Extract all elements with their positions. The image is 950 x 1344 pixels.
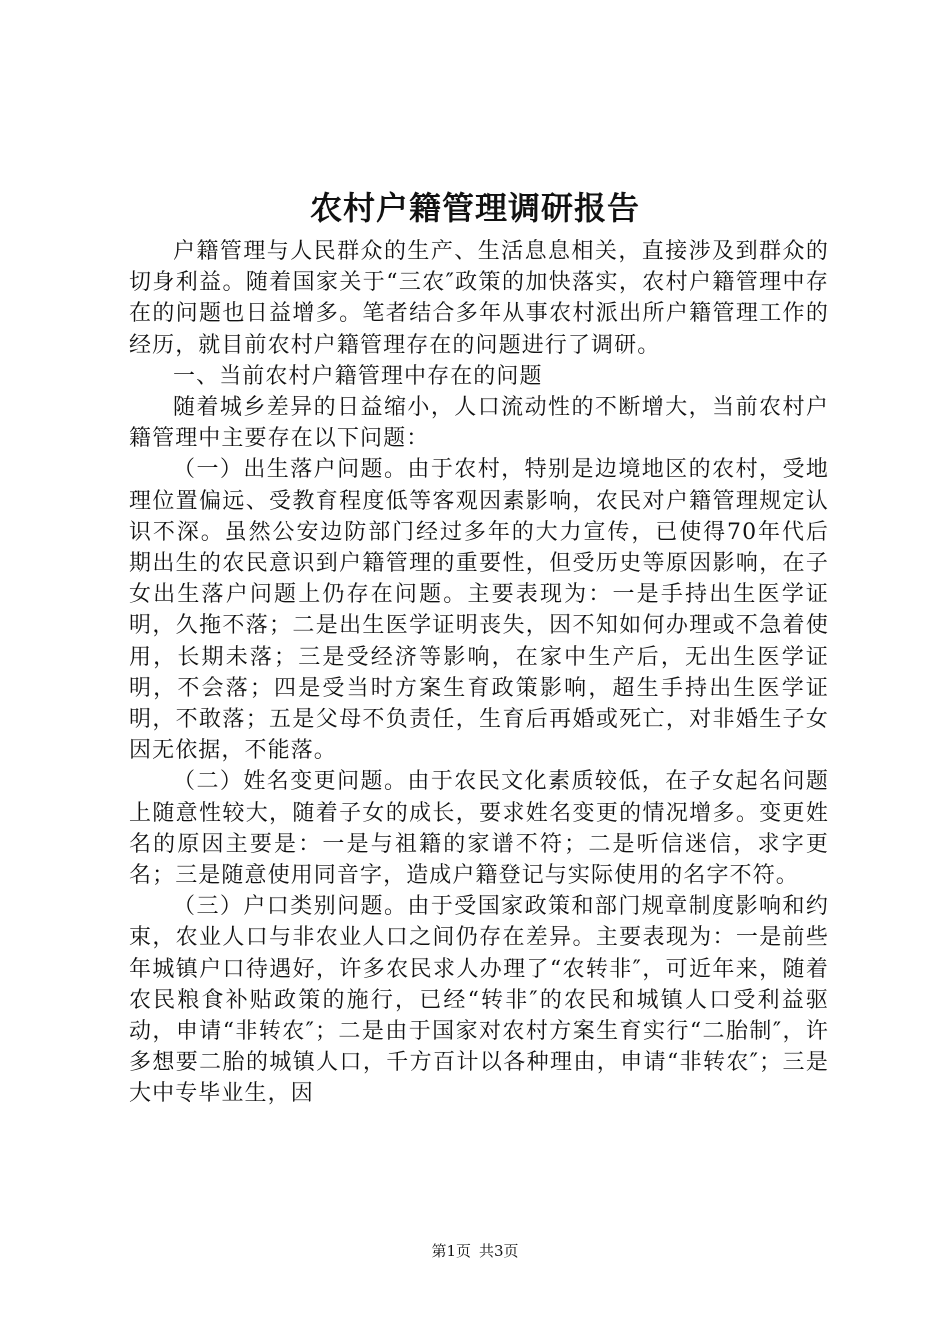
page-total: 共3页 — [479, 1242, 519, 1260]
paragraph-name-change: （二）姓名变更问题。由于农民文化素质较低，在子女起名问题上随意性较大，随着子女的成长，要求姓名变更的情况增多。变更姓名的原因主要是：一是与祖籍的家谱不符；二是听信迷信，求字更名；三是随意使用同音字，造成户籍登记与实际使用的名字不符。 — [129, 769, 829, 889]
page-footer — [0, 1241, 950, 1261]
paragraph-household-category: （三）户口类别问题。由于受国家政策和部门规章制度影响和约束，农业人口与非农业人口之间仍存在差异。主要表现为：一是前些年城镇户口待遇好，许多农民求人办理了“农转非″，可近年来，随着农民粮食补贴政策的施行，已经“转非″的农民和城镇人口受利益驱动，申请“非转农″；二是由于国家对农村方案生育实行“二胎制″，许多想要二胎的城镇人口，千方百计以各种理由，申请“非转农″；三是大中专毕业生，因 — [129, 894, 829, 1107]
paragraph-overview: 随着城乡差异的日益缩小，人口流动性的不断增大，当前农村户籍管理中主要存在以下问题： — [129, 395, 829, 452]
page-number: 第1页 — [431, 1242, 471, 1260]
paragraph-birth-registration: （一）出生落户问题。由于农村，特别是边境地区的农村，受地理位置偏远、受教育程度低等客观因素影响，农民对户籍管理规定认识不深。虽然公安边防部门经过多年的大力宣传，已使得70年代后期出生的农民意识到户籍管理的重要性，但受历史等原因影响，在子女出生落户问题上仍存在问题。主要表现为：一是手持出生医学证明，久拖不落；二是出生医学证明丧失，因不知如何办理或不急着使用，长期未落；三是受经济等影响，在家中生产后，无出生医学证明，不会落；四是受当时方案生育政策影响，超生手持出生医学证明，不敢落；五是父母不负责任，生育后再婚或死亡，对非婚生子女因无依据，不能落。 — [129, 457, 829, 764]
document-body — [129, 236, 829, 1110]
section-heading: 一、当前农村户籍管理中存在的问题 — [173, 363, 543, 389]
paragraph-intro: 户籍管理与人民群众的生产、生活息息相关，直接涉及到群众的切身利益。随着国家关于“三农″政策的加快落实，农村户籍管理中存在的问题也日益增多。笔者结合多年从事农村派出所户籍管理工作的经历，就目前农村户籍管理存在的问题进行了调研。 — [129, 239, 829, 358]
document-title: 农村户籍管理调研报告 — [309, 189, 640, 227]
